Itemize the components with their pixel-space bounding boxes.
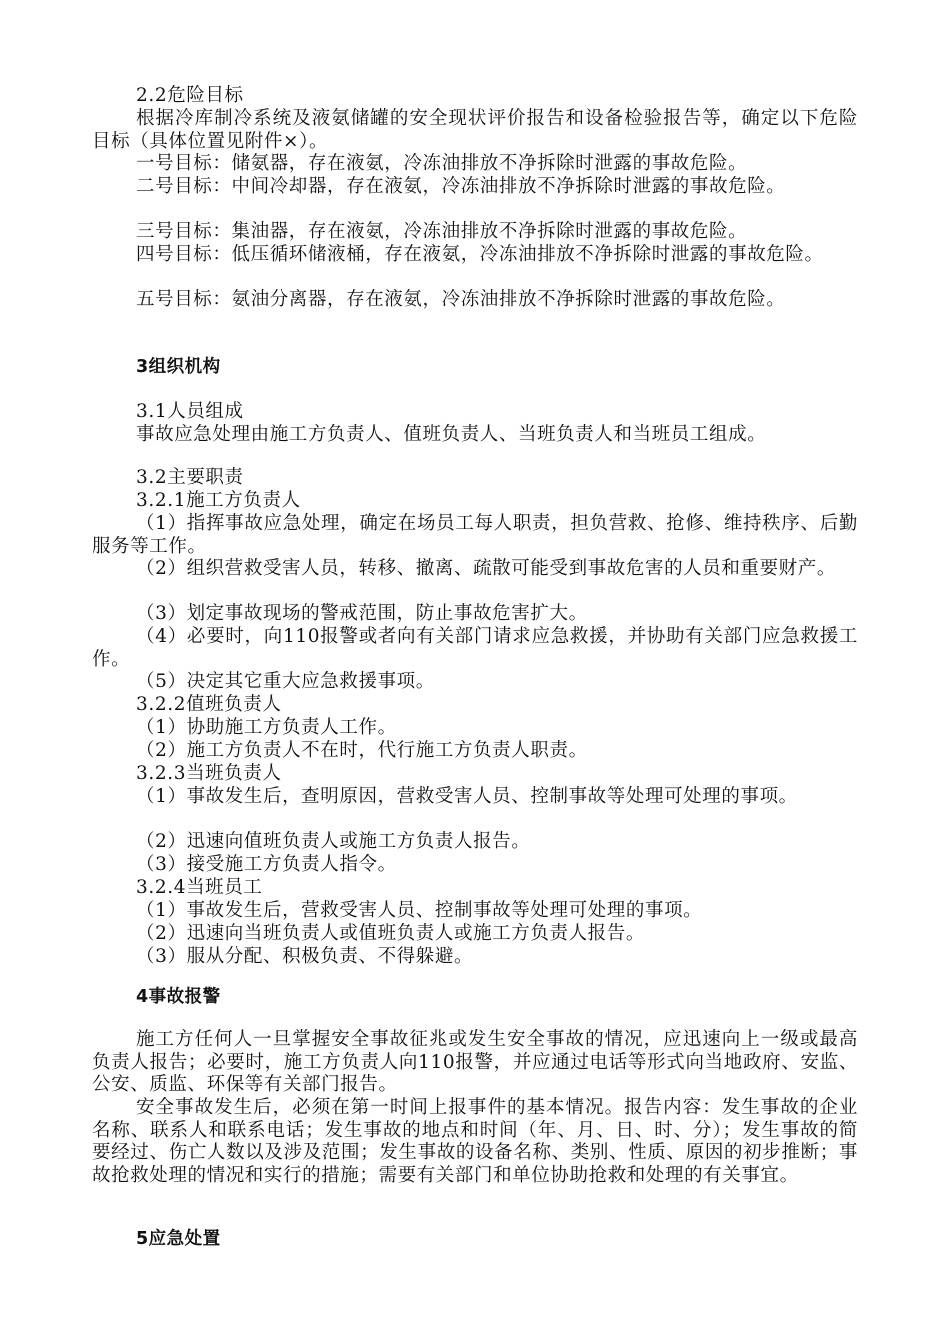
section-3-2-2-title: 3.2.2值班负责人 xyxy=(136,694,282,715)
section-3-2-3-title: 3.2.3当班负责人 xyxy=(136,763,282,784)
target-1: 一号目标：储氨器，存在液氨，冷冻油排放不净拆除时泄露的事故危险。 xyxy=(136,153,748,174)
duty-3-2-4-item-2: （2）迅速向当班负责人或值班负责人或施工方负责人报告。 xyxy=(136,923,645,944)
duty-3-2-3-item-1: （1）事故发生后，查明原因，营救受害人员、控制事故等处理可处理的事项。 xyxy=(136,786,798,807)
section-2-2-intro: 根据冷库制冷系统及液氨储罐的安全现状评价报告和设备检验报告等，确定以下危险目标（具体位置见附件×）。 xyxy=(92,108,858,152)
duty-3-2-2-item-1: （1）协助施工方负责人工作。 xyxy=(136,717,397,738)
section-3-2-4-title: 3.2.4当班员工 xyxy=(136,877,263,898)
duty-3-2-3-item-2: （2）迅速向值班负责人或施工方负责人报告。 xyxy=(136,831,531,852)
duty-3-2-1-item-5: （5）决定其它重大应急救援事项。 xyxy=(136,671,435,692)
section-4-paragraph-1: 施工方任何人一旦掌握安全事故征兆或发生安全事故的情况，应迅速向上一级或最高负责人报告；必要时，施工方负责人向110报警，并应通过电话等形式向当地政府、安监、公安、质监、环保等有关部门报告。 xyxy=(92,1029,858,1095)
duty-3-2-1-item-2: （2）组织营救受害人员，转移、撤离、疏散可能受到事故危害的人员和重要财产。 xyxy=(136,558,836,579)
duty-3-2-3-item-3: （3）接受施工方负责人指令。 xyxy=(136,854,397,875)
target-2: 二号目标：中间冷却器，存在液氨，冷冻油排放不净拆除时泄露的事故危险。 xyxy=(136,176,786,197)
duty-3-2-4-item-1: （1）事故发生后，营救受害人员、控制事故等处理可处理的事项。 xyxy=(136,900,703,921)
duty-3-2-1-item-4: （4）必要时，向110报警或者向有关部门请求应急救援，并协助有关部门应急救援工作。 xyxy=(92,626,858,670)
section-2-2-title: 2.2危险目标 xyxy=(136,85,244,106)
section-5-heading: 5应急处置 xyxy=(136,1229,221,1249)
target-4: 四号目标：低压循环储液桶，存在液氨，冷冻油排放不净拆除时泄露的事故危险。 xyxy=(136,244,824,265)
duty-3-2-1-item-3: （3）划定事故现场的警戒范围，防止事故危害扩大。 xyxy=(136,603,588,624)
duty-3-2-1-item-1: （1）指挥事故应急处理，确定在场员工每人职责，担负营救、抢修、维持秩序、后勤服务等工作。 xyxy=(92,513,858,557)
target-3: 三号目标：集油器，存在液氨，冷冻油排放不净拆除时泄露的事故危险。 xyxy=(136,221,748,242)
duty-3-2-2-item-2: （2）施工方负责人不在时，代行施工方负责人职责。 xyxy=(136,740,588,761)
section-3-heading: 3组织机构 xyxy=(136,357,221,377)
section-4-paragraph-2: 安全事故发生后，必须在第一时间上报事件的基本情况。报告内容：发生事故的企业名称、联系人和联系电话；发生事故的地点和时间（年、月、日、时、分）；发生事故的简要经过、伤亡人数以及涉及范围；发生事故的设备名称、类别、性质、原因的初步推断；事故抢救处理的情况和实行的措施；需要有关部门和单位协助抢救和处理的有关事宜。 xyxy=(92,1097,858,1186)
section-3-2-title: 3.2主要职责 xyxy=(136,467,244,488)
section-3-2-1-title: 3.2.1施工方负责人 xyxy=(136,490,301,511)
duty-3-2-4-item-3: （3）服从分配、积极负责、不得躲避。 xyxy=(136,946,474,967)
section-4-heading: 4事故报警 xyxy=(136,987,221,1007)
section-3-1-text: 事故应急处理由施工方负责人、值班负责人、当班负责人和当班员工组成。 xyxy=(136,424,767,445)
target-5: 五号目标：氨油分离器，存在液氨，冷冻油排放不净拆除时泄露的事故危险。 xyxy=(136,289,786,310)
section-3-1-title: 3.1人员组成 xyxy=(136,401,244,422)
